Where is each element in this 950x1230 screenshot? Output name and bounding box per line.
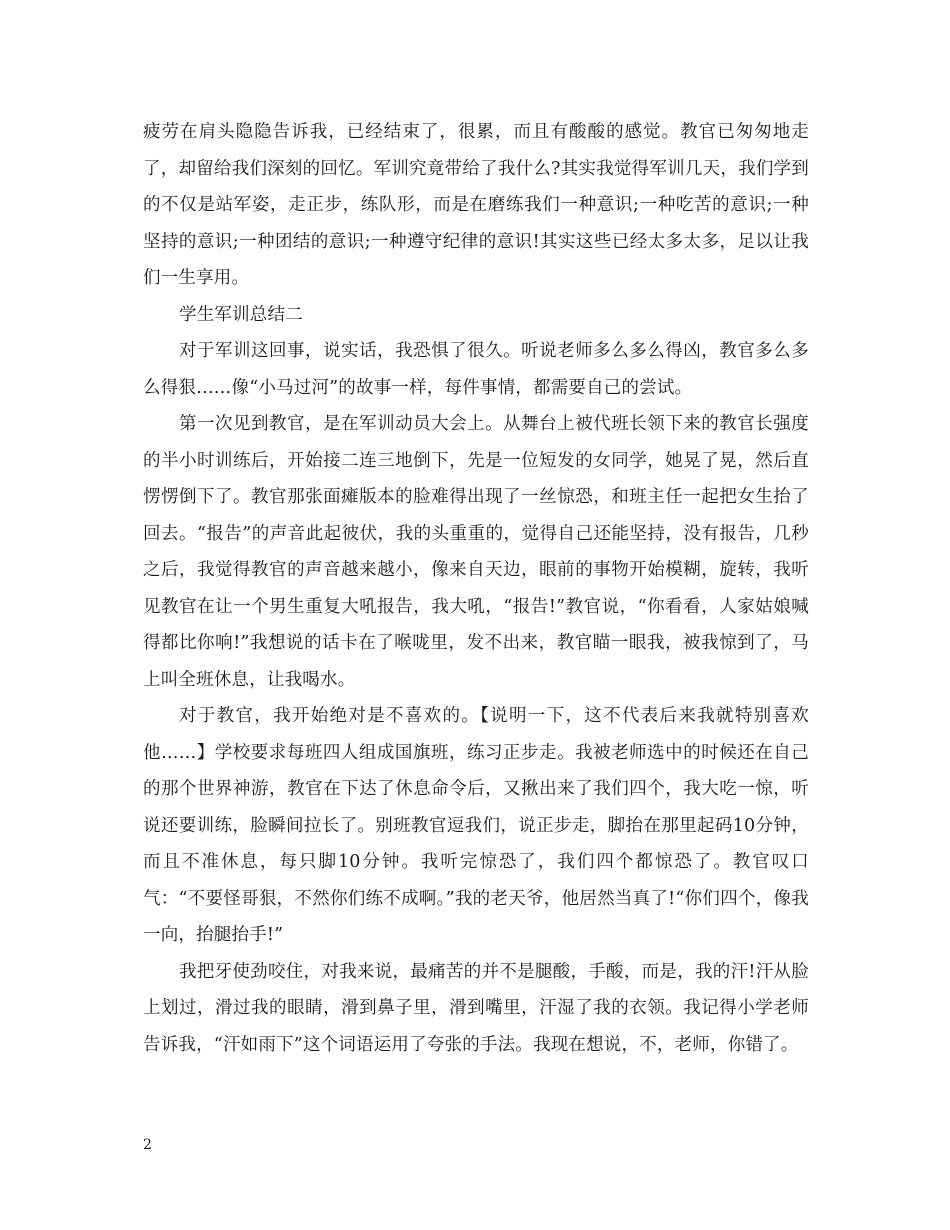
paragraph-1: 疲劳在肩头隐隐告诉我，已经结束了，很累，而且有酸酸的感觉。教官已匆匆地走了，却留给我们深刻的回忆。军训究竟带给了我什么?其实我觉得军训几天，我们学到的不仅是站军姿，走正步，练队形，而是在磨练我们一种意识;一种吃苦的意识;一种坚持的意识;一种团结的意识;一种遵守纪律的意识!其实这些已经太多太多，足以让我们一生享用。 <box>143 122 809 288</box>
section-heading: 学生军训总结二 <box>179 304 303 325</box>
document-body <box>143 114 809 1063</box>
paragraph-6: 我把牙使劲咬住，对我来说，最痛苦的并不是腿酸，手酸，而是，我的汗!汗从脸上划过，滑过我的眼睛，滑到鼻子里，滑到嘴里，汗湿了我的衣领。我记得小学老师告诉我，“汗如雨下”这个词语运用了夸张的手法。我现在想说，不，老师，你错了。 <box>143 961 809 1055</box>
page-number: 2 <box>143 1137 152 1153</box>
paragraph-3: 对于军训这回事，说实话，我恐惧了很久。听说老师多么多么得凶，教官多么多么得狠……像“小马过河”的故事一样，每件事情，都需要自己的尝试。 <box>143 341 809 398</box>
paragraph-5: 对于教官，我开始绝对是不喜欢的。【说明一下，这不代表后来我就特别喜欢他……】学校要求每班四人组成国旗班，练习正步走。我被老师选中的时候还在自己的那个世界神游，教官在下达了休息命令后，又揪出来了我们四个，我大吃一惊，听说还要训练，脸瞬间拉长了。别班教官逗我们，说正步走，脚抬在那里起码10分钟，而且不准休息，每只脚10分钟。我听完惊恐了，我们四个都惊恐了。教官叹口气：“不要怪哥狠，不然你们练不成啊。”我的老天爷，他居然当真了!“你们四个，像我一向，抬腿抬手!” <box>143 706 809 945</box>
paragraph-4: 第一次见到教官，是在军训动员大会上。从舞台上被代班长领下来的教官长强度的半小时训练后，开始接二连三地倒下，先是一位短发的女同学，她晃了晃，然后直愣愣倒下了。教官那张面瘫版本的脸难得出现了一丝惊恐，和班主任一起把女生抬了回去。“报告”的声音此起彼伏，我的头重重的，觉得自己还能坚持，没有报告，几秒之后，我觉得教官的声音越来越小，像来自天边，眼前的事物开始模糊，旋转，我听见教官在让一个男生重复大吼报告，我大吼，“报告!”教官说，“你看看，人家姑娘喊得都比你响!”我想说的话卡在了喉咙里，发不出来，教官瞄一眼我，被我惊到了，马上叫全班休息，让我喝水。 <box>143 414 809 690</box>
